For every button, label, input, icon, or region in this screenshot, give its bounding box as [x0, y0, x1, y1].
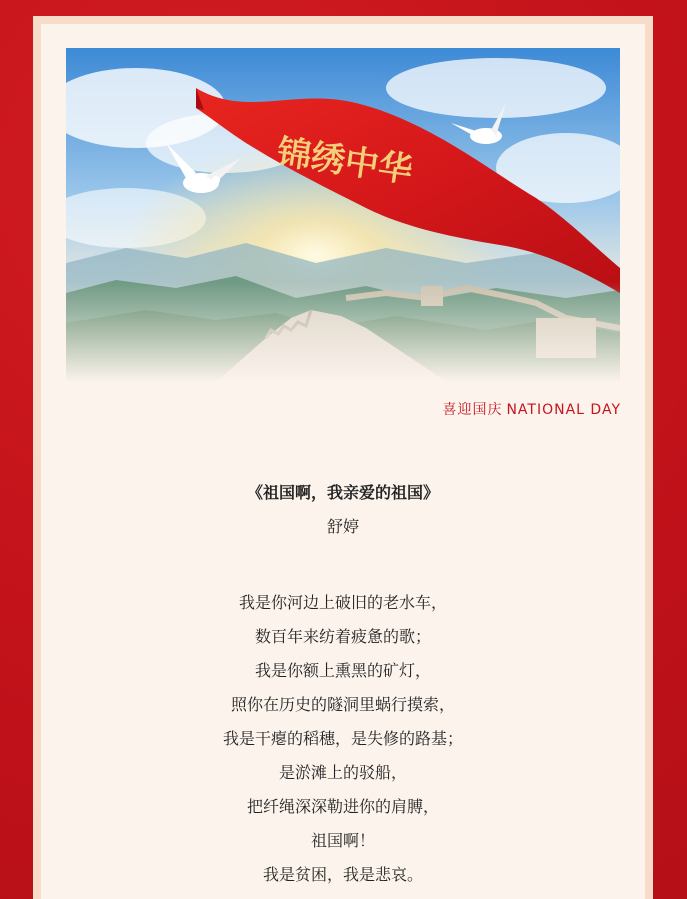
poem-author: 舒婷: [326, 517, 359, 536]
hero-banner-image: [66, 48, 620, 382]
poem-line: 我是你河边上破旧的老水车，: [238, 593, 447, 612]
tagline-english: NATIONAL DAY: [506, 402, 621, 418]
poem-line: 我是贫困，我是悲哀。: [262, 865, 423, 884]
poem-title: 《祖国啊，我亲爱的祖国》: [246, 483, 439, 502]
poem-section: [41, 482, 645, 892]
poem-line: 数百年来纺着疲惫的歌；: [254, 627, 431, 646]
hero-illustration: [66, 48, 620, 382]
poem-line: 把纤绳深深勒进你的肩膊，: [246, 797, 439, 816]
poem-body: [41, 586, 645, 892]
poem-line: 祖国啊！: [310, 831, 375, 850]
poem-line: 我是你额上熏黑的矿灯，: [254, 661, 431, 680]
national-day-tagline: [442, 399, 621, 419]
poem-line: 是淤滩上的驳船，: [278, 763, 407, 782]
poem-line: 照你在历史的隧洞里蜗行摸索，: [230, 695, 455, 714]
poem-line: 我是干瘪的稻穗，是失修的路基；: [222, 729, 463, 748]
tagline-chinese: 喜迎国庆: [442, 402, 503, 418]
